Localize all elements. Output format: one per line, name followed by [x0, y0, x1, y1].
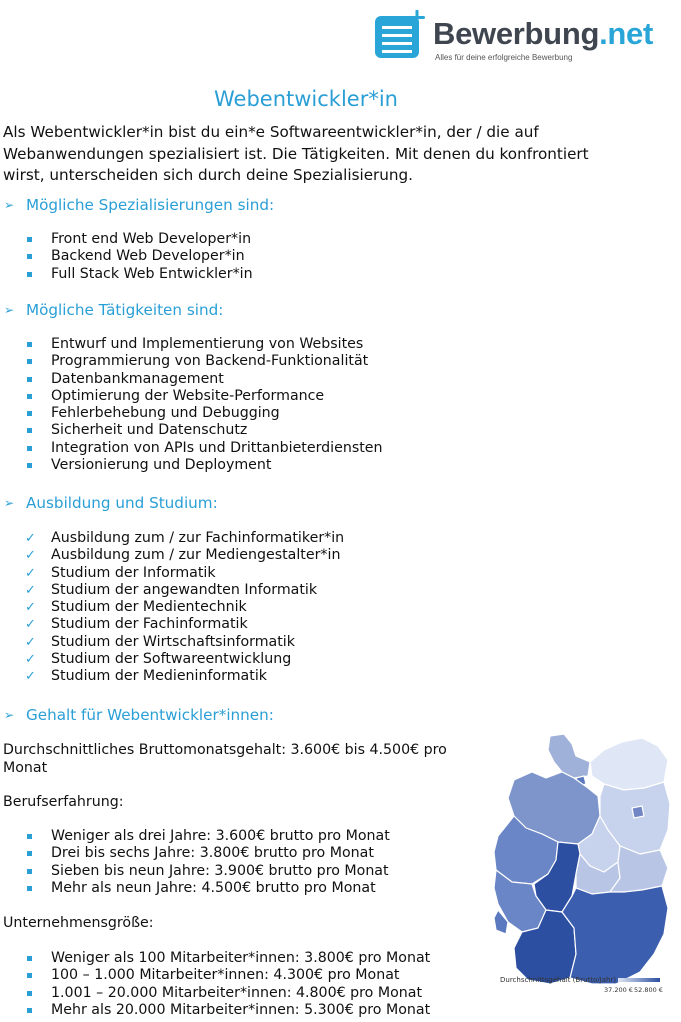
list-item: ✓ Studium der Medieninformatik: [25, 668, 267, 685]
list-item: Mehr als 20.000 Mitarbeiter*innen: 5.300€ pro Monat: [0, 1002, 430, 1019]
logo-tagline: Alles für deine erfolgreiche Bewerbung: [435, 53, 573, 62]
list-item: ✓ Studium der angewandten Informatik: [25, 581, 318, 598]
list-item: Weniger als 100 Mitarbeiter*innen: 3.800€ pro Monat: [0, 950, 430, 967]
map-legend-min: 37.200 €: [604, 986, 633, 994]
region-schleswig-holstein: [548, 734, 590, 778]
tasks-list: [0, 336, 383, 474]
checkmark-icon: ✓: [25, 652, 36, 668]
document-icon: [375, 10, 429, 60]
map-legend-gradient: [618, 978, 660, 982]
section-heading-tasks: ➢ Mögliche Tätigkeiten sind:: [4, 301, 224, 319]
list-item: 1.001 – 20.000 Mitarbeiter*innen: 4.800€ pro Monat: [0, 985, 430, 1002]
checkmark-icon: ✓: [25, 565, 36, 581]
checkmark-icon: ✓: [25, 634, 36, 650]
section-heading-education: ➢ Ausbildung und Studium:: [4, 494, 218, 512]
list-item: ✓ Studium der Wirtschaftsinformatik: [25, 633, 295, 650]
region-bayern: [562, 886, 668, 984]
list-item: Backend Web Developer*in: [0, 248, 253, 265]
checkmark-icon: ✓: [25, 669, 36, 685]
list-item: Full Stack Web Entwickler*in: [0, 266, 253, 283]
section-heading-specializations: ➢ Mögliche Spezialisierungen sind:: [4, 196, 275, 214]
list-item: ✓ Ausbildung zum / zur Fachinformatiker*in: [25, 530, 345, 546]
list-item: Sieben bis neun Jahre: 3.900€ brutto pro Monat: [0, 863, 390, 880]
list-item: Programmierung von Backend-Funktionalität: [0, 353, 383, 370]
list-item: Weniger als drei Jahre: 3.600€ brutto pro Monat: [0, 828, 390, 845]
list-item: Mehr als neun Jahre: 4.500€ brutto pro Monat: [0, 880, 390, 897]
list-item: Versionierung und Deployment: [0, 457, 383, 474]
region-mecklenburg-vorpommern: [590, 738, 668, 790]
checkmark-icon: ✓: [25, 548, 36, 564]
list-item: 100 – 1.000 Mitarbeiter*innen: 4.300€ pro Monat: [0, 967, 430, 984]
experience-label: Berufserfahrung:: [3, 794, 124, 810]
list-item: Integration von APIs und Drittanbieterdiensten: [0, 440, 383, 457]
region-berlin: [632, 806, 644, 818]
list-item: ✓ Studium der Medientechnik: [25, 599, 247, 616]
company-size-list: [0, 950, 430, 1019]
arrowhead-icon: ➢: [4, 496, 15, 510]
map-legend: [500, 976, 680, 998]
list-item: Drei bis sechs Jahre: 3.800€ brutto pro Monat: [0, 845, 390, 862]
average-salary-text: Durchschnittliches Bruttomonatsgehalt: 3.600€ bis 4.500€ pro Monat: [3, 742, 447, 776]
list-item: Datenbankmanagement: [0, 371, 383, 388]
experience-list: [0, 828, 390, 897]
intro-paragraph: Als Webentwickler*in bist du ein*e Softwareentwickler*in, der / die auf Webanwendungen spezialisiert ist. Die Tätigkeiten. Mit denen du konfrontiert wirst, unterscheiden sich durch deine Spezialisierung.: [3, 123, 589, 184]
logo-wordmark: Bewerbung.net: [433, 16, 654, 51]
list-item: Optimierung der Website-Performance: [0, 388, 383, 405]
map-legend-label: Durchschnittsgehalt (Brutto/Jahr): [500, 976, 617, 984]
company-size-label: Unternehmensgröße:: [3, 915, 154, 931]
list-item: ✓ Studium der Softwareentwicklung: [25, 651, 292, 668]
checkmark-icon: ✓: [25, 600, 36, 616]
list-item: Entwurf und Implementierung von Websites: [0, 336, 383, 353]
logo: [375, 4, 679, 66]
arrowhead-icon: ➢: [4, 303, 15, 317]
checkmark-icon: ✓: [25, 582, 36, 598]
map-legend-max: 52.800 €: [634, 986, 663, 994]
page-title: Webentwickler*in: [214, 87, 398, 111]
list-item: Sicherheit und Datenschutz: [0, 422, 383, 439]
specializations-list: [0, 231, 253, 283]
germany-salary-map: [492, 732, 672, 994]
list-item: Fehlerbehebung und Debugging: [0, 405, 383, 422]
arrowhead-icon: ➢: [4, 198, 15, 212]
arrowhead-icon: ➢: [4, 708, 15, 722]
education-list: [0, 530, 344, 686]
list-item: ✓ Studium der Informatik: [25, 564, 216, 581]
checkmark-icon: ✓: [25, 617, 36, 633]
checkmark-icon: ✓: [25, 531, 36, 546]
section-heading-salary: ➢ Gehalt für Webentwickler*innen:: [4, 706, 274, 724]
list-item: ✓ Studium der Fachinformatik: [25, 616, 248, 633]
list-item: ✓ Ausbildung zum / zur Mediengestalter*in: [25, 547, 341, 564]
list-item: Front end Web Developer*in: [0, 231, 253, 248]
